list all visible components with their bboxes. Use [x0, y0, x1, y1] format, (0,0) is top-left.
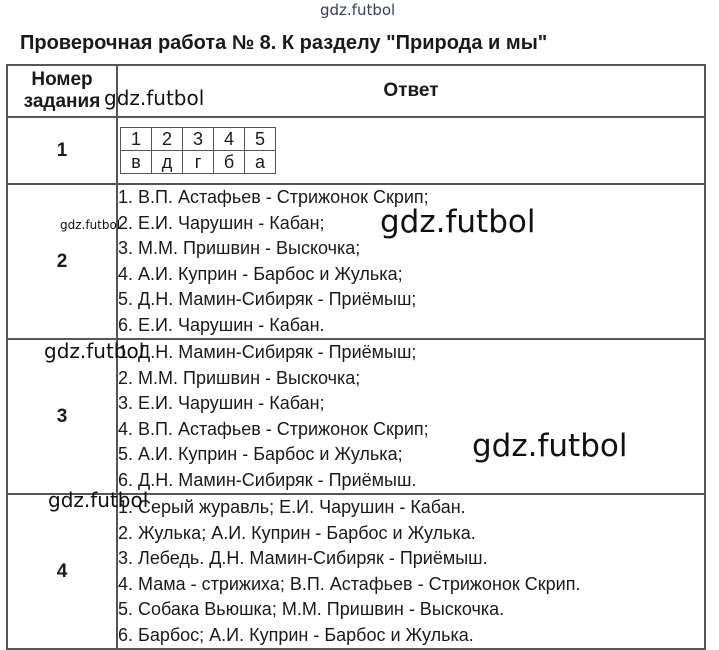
answer-line: 2. М.М. Пришвин - Выскочка; — [118, 367, 361, 388]
header-number — [7, 65, 117, 117]
match-values-row — [121, 151, 276, 174]
header-number-line-2: задания — [23, 91, 101, 112]
answer-line: 6. Е.И. Чарушин - Кабан. — [118, 314, 325, 335]
match-value: г — [183, 151, 214, 174]
answer-line: 2. Жулька; А.И. Куприн - Барбос и Жулька. — [118, 522, 476, 543]
match-keys-row — [121, 128, 276, 151]
match-key: 1 — [121, 128, 152, 151]
answer-line: 4. Мама - стрижиха; В.П. Астафьев - Стрижонок Скрип. — [118, 573, 581, 594]
task-answer — [117, 339, 705, 494]
header-answer: Ответ — [117, 65, 705, 117]
answer-line: 5. А.И. Куприн - Барбос и Жулька; — [118, 444, 403, 464]
answer-line: 3. М.М. Пришвин - Выскочка; — [118, 238, 361, 258]
answer-line: 1. В.П. Астафьев - Стрижонок Скрип; — [118, 187, 429, 207]
table-row — [7, 184, 705, 339]
header-number-line-1: Номер — [31, 69, 93, 90]
match-value: а — [245, 151, 276, 174]
task-answer — [117, 494, 705, 649]
watermark: gdz.futbol — [44, 339, 145, 363]
answer-line: 5. Собака Вьюшка; М.М. Пришвин - Выскочка. — [118, 599, 505, 619]
watermark: gdz.futbol — [60, 218, 121, 232]
answer-line: 2. Е.И. Чарушин - Кабан; — [118, 212, 325, 233]
answer-line: 4. А.И. Куприн - Барбос и Жулька; — [118, 263, 403, 284]
watermark: gdz.futbol — [48, 488, 149, 512]
match-key: 2 — [152, 128, 183, 151]
match-value: в — [121, 151, 152, 174]
task-number: 2 — [7, 184, 117, 339]
answer-line: 3. Е.И. Чарушин - Кабан; — [118, 393, 325, 413]
task-number: 3 — [7, 339, 117, 494]
answer-line: 6. Д.Н. Мамин-Сибиряк - Приёмыш. — [118, 469, 417, 490]
table-row — [7, 494, 705, 649]
watermark: gdz.futbol — [380, 204, 536, 240]
answer-line: 1. Серый журавль; Е.И. Чарушин - Кабан. — [118, 497, 466, 517]
watermark: gdz.futbol — [320, 1, 396, 19]
match-key: 5 — [245, 128, 276, 151]
answer-line: 4. В.П. Астафьев - Стрижонок Скрип; — [118, 418, 429, 439]
match-value: д — [152, 151, 183, 174]
answer-line: 5. Д.Н. Мамин-Сибиряк - Приёмыш; — [118, 289, 417, 309]
table-row — [7, 117, 705, 184]
watermark: gdz.futbol — [472, 428, 628, 464]
watermark: gdz.futbol — [104, 86, 205, 110]
page-title: Проверочная работа № 8. К разделу "Природа и мы" — [20, 32, 548, 54]
answer-line: 3. Лебедь. Д.Н. Мамин-Сибиряк - Приёмыш. — [118, 548, 488, 568]
answer-line: 6. Барбос; А.И. Куприн - Барбос и Жулька. — [118, 624, 474, 645]
match-key: 4 — [214, 128, 245, 151]
match-key: 3 — [183, 128, 214, 151]
task-number: 4 — [7, 494, 117, 649]
task-number: 1 — [7, 117, 117, 184]
match-value: б — [214, 151, 245, 174]
answer-line: 1. Д.Н. Мамин-Сибиряк - Приёмыш; — [118, 342, 417, 362]
task-answer — [117, 117, 705, 184]
match-table — [120, 127, 276, 174]
